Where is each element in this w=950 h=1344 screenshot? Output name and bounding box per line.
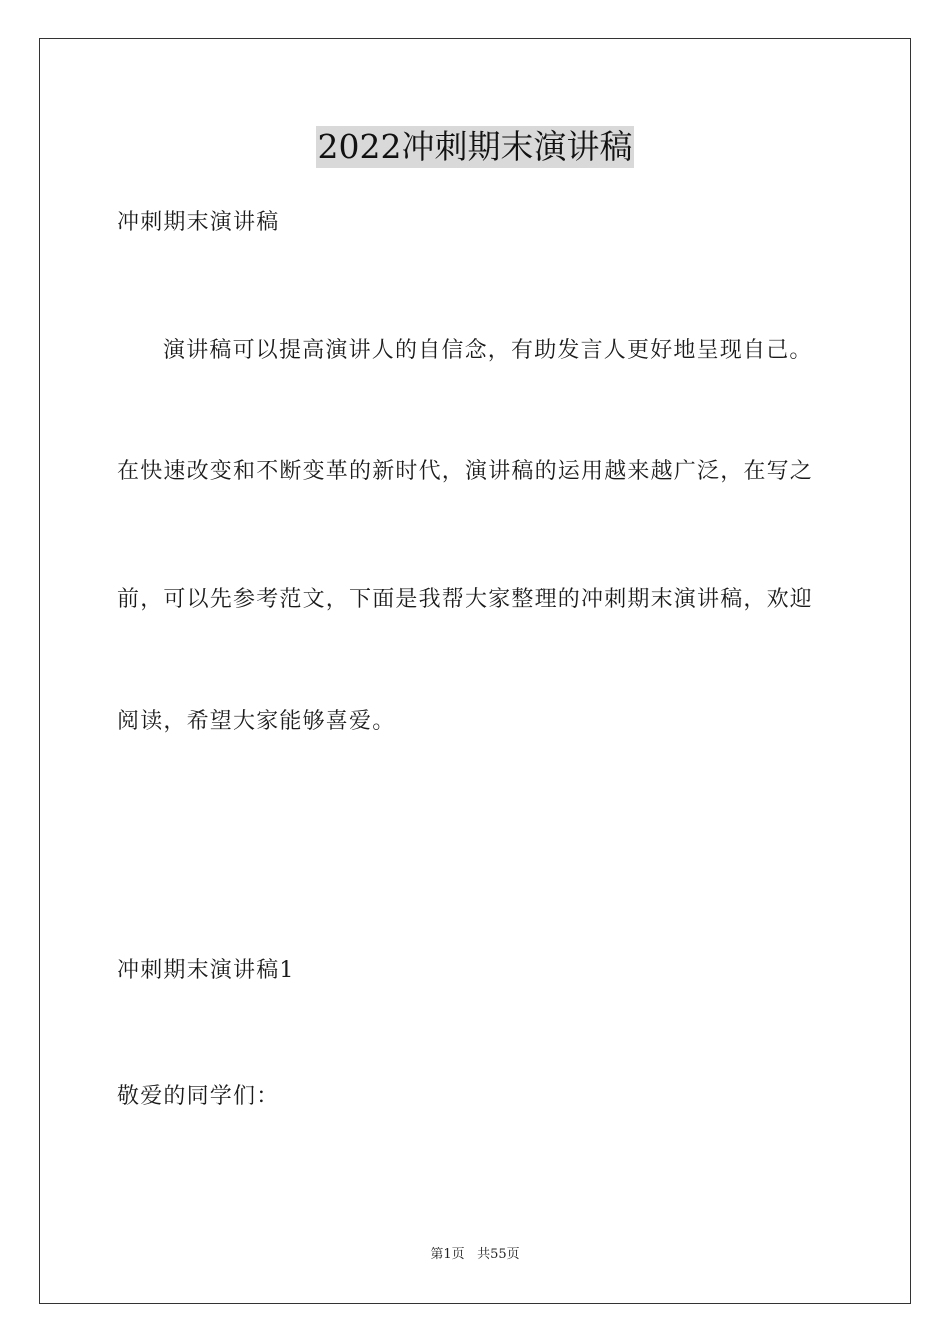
page-total: 共55页 — [477, 1247, 520, 1262]
subtitle-line: 冲刺期末演讲稿 — [117, 210, 280, 235]
paragraph-line: 演讲稿可以提高演讲人的自信念，有助发言人更好地呈现自己。 — [163, 338, 813, 363]
paragraph-line: 阅读，希望大家能够喜爱。 — [117, 709, 396, 734]
paragraph-line: 在快速改变和不断变革的新时代，演讲稿的运用越来越广泛，在写之 — [117, 459, 814, 484]
section-heading: 冲刺期末演讲稿1 — [117, 958, 295, 983]
title-container — [0, 126, 950, 168]
greeting-line: 敬爱的同学们： — [117, 1084, 280, 1109]
page-footer — [0, 1246, 950, 1264]
page-number: 第1页 — [430, 1247, 465, 1262]
document-title: 2022冲刺期末演讲稿 — [317, 127, 633, 166]
paragraph-line: 前，可以先参考范文，下面是我帮大家整理的冲刺期末演讲稿，欢迎 — [117, 587, 814, 612]
